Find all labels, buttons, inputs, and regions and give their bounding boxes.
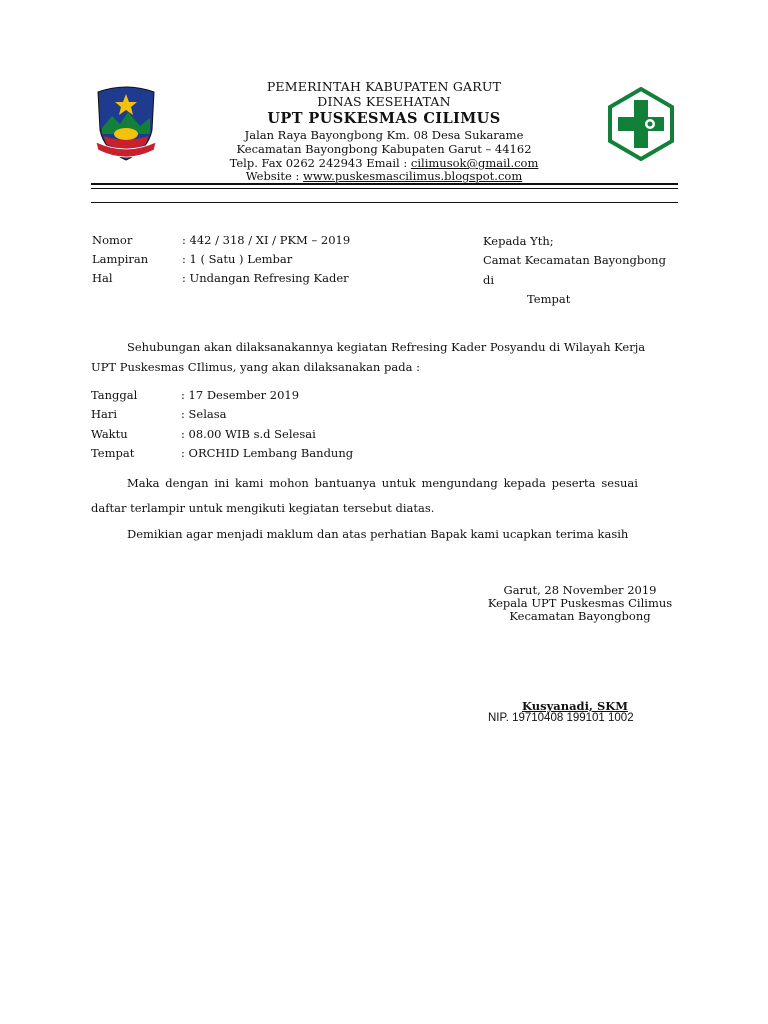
detail-label: Hari xyxy=(91,407,118,421)
garut-emblem-logo xyxy=(90,84,162,164)
website-line xyxy=(170,170,598,183)
detail-value: : 17 Desember 2019 xyxy=(181,388,300,402)
detail-label: Waktu xyxy=(91,427,128,441)
address-line-2: Kecamatan Bayongbong Kabupaten Garut – 44162 xyxy=(236,142,532,156)
contact-prefix: Telp. Fax 0262 242943 Email : xyxy=(229,156,411,170)
puskesmas-logo xyxy=(606,87,676,161)
detail-label: Tempat xyxy=(91,446,135,460)
meta-value: : Undangan Refresing Kader xyxy=(182,271,349,285)
detail-tanggal xyxy=(91,388,299,402)
garut-emblem-icon xyxy=(90,84,162,164)
detail-waktu xyxy=(91,427,316,441)
opening-text-1: Sehubungan akan dilaksanakannya kegiatan Refresing Kader Posyandu di Wilayah Kerja xyxy=(127,340,646,354)
meta-label: Lampiran xyxy=(92,252,149,266)
opening-line-2: UPT Puskesmas CIlimus, yang akan dilaksanakan pada : xyxy=(91,360,420,374)
meta-nomor xyxy=(92,233,350,247)
address-line-1: Jalan Raya Bayongbong Km. 08 Desa Sukarame xyxy=(244,128,524,142)
signature-block xyxy=(450,584,710,623)
website-prefix: Website : xyxy=(245,169,303,183)
letterhead-rule-thin xyxy=(91,188,678,189)
website-link[interactable]: www.puskesmascilimus.blogspot.com xyxy=(303,169,523,183)
signatory-nip: NIP. 19710408 199101 1002 xyxy=(488,712,634,724)
letterhead xyxy=(170,79,598,183)
institution-name: UPT PUSKESMAS CILIMUS xyxy=(267,110,501,127)
signature-place-date: Garut, 28 November 2019 xyxy=(503,583,657,597)
detail-value: : Selasa xyxy=(181,407,227,421)
meta-value: : 1 ( Satu ) Lembar xyxy=(182,252,293,266)
signature-position-2: Kecamatan Bayongbong xyxy=(509,609,651,623)
letterhead-rule-bottom xyxy=(91,202,678,203)
opening-line-1 xyxy=(127,340,645,354)
request-line-2: daftar terlampir untuk mengikuti kegiatan tersebut diatas. xyxy=(91,501,435,515)
recipient-greeting: Kepada Yth; xyxy=(483,234,554,248)
meta-label: Nomor xyxy=(92,233,133,247)
contact-line xyxy=(170,156,598,170)
recipient-name: Camat Kecamatan Bayongbong xyxy=(483,253,666,267)
meta-hal xyxy=(92,271,349,285)
recipient-place: Tempat xyxy=(527,292,571,306)
detail-tempat xyxy=(91,446,353,460)
department-name: DINAS KESEHATAN xyxy=(317,94,451,109)
recipient-di: di xyxy=(483,273,495,287)
meta-label: Hal xyxy=(92,271,113,285)
request-line-1: Maka dengan ini kami mohon bantuanya untuk mengundang kepada peserta sesuai xyxy=(127,476,638,490)
meta-value: : 442 / 318 / XI / PKM – 2019 xyxy=(182,233,351,247)
puskesmas-cross-icon xyxy=(606,87,676,161)
letterhead-rule-thick xyxy=(91,183,678,185)
detail-value: : 08.00 WIB s.d Selesai xyxy=(181,427,316,441)
closing-line: Demikian agar menjadi maklum dan atas perhatian Bapak kami ucapkan terima kasih xyxy=(127,527,629,541)
detail-label: Tanggal xyxy=(91,388,138,402)
detail-value: : ORCHID Lembang Bandung xyxy=(181,446,354,460)
government-name: PEMERINTAH KABUPATEN GARUT xyxy=(266,79,502,94)
detail-hari xyxy=(91,407,227,421)
meta-lampiran xyxy=(92,252,292,266)
signature-position-1: Kepala UPT Puskesmas Cilimus xyxy=(487,596,673,610)
email-link[interactable]: cilimusok@gmail.com xyxy=(410,156,539,170)
signatory-name: Kusyanadi, SKM xyxy=(522,699,628,713)
